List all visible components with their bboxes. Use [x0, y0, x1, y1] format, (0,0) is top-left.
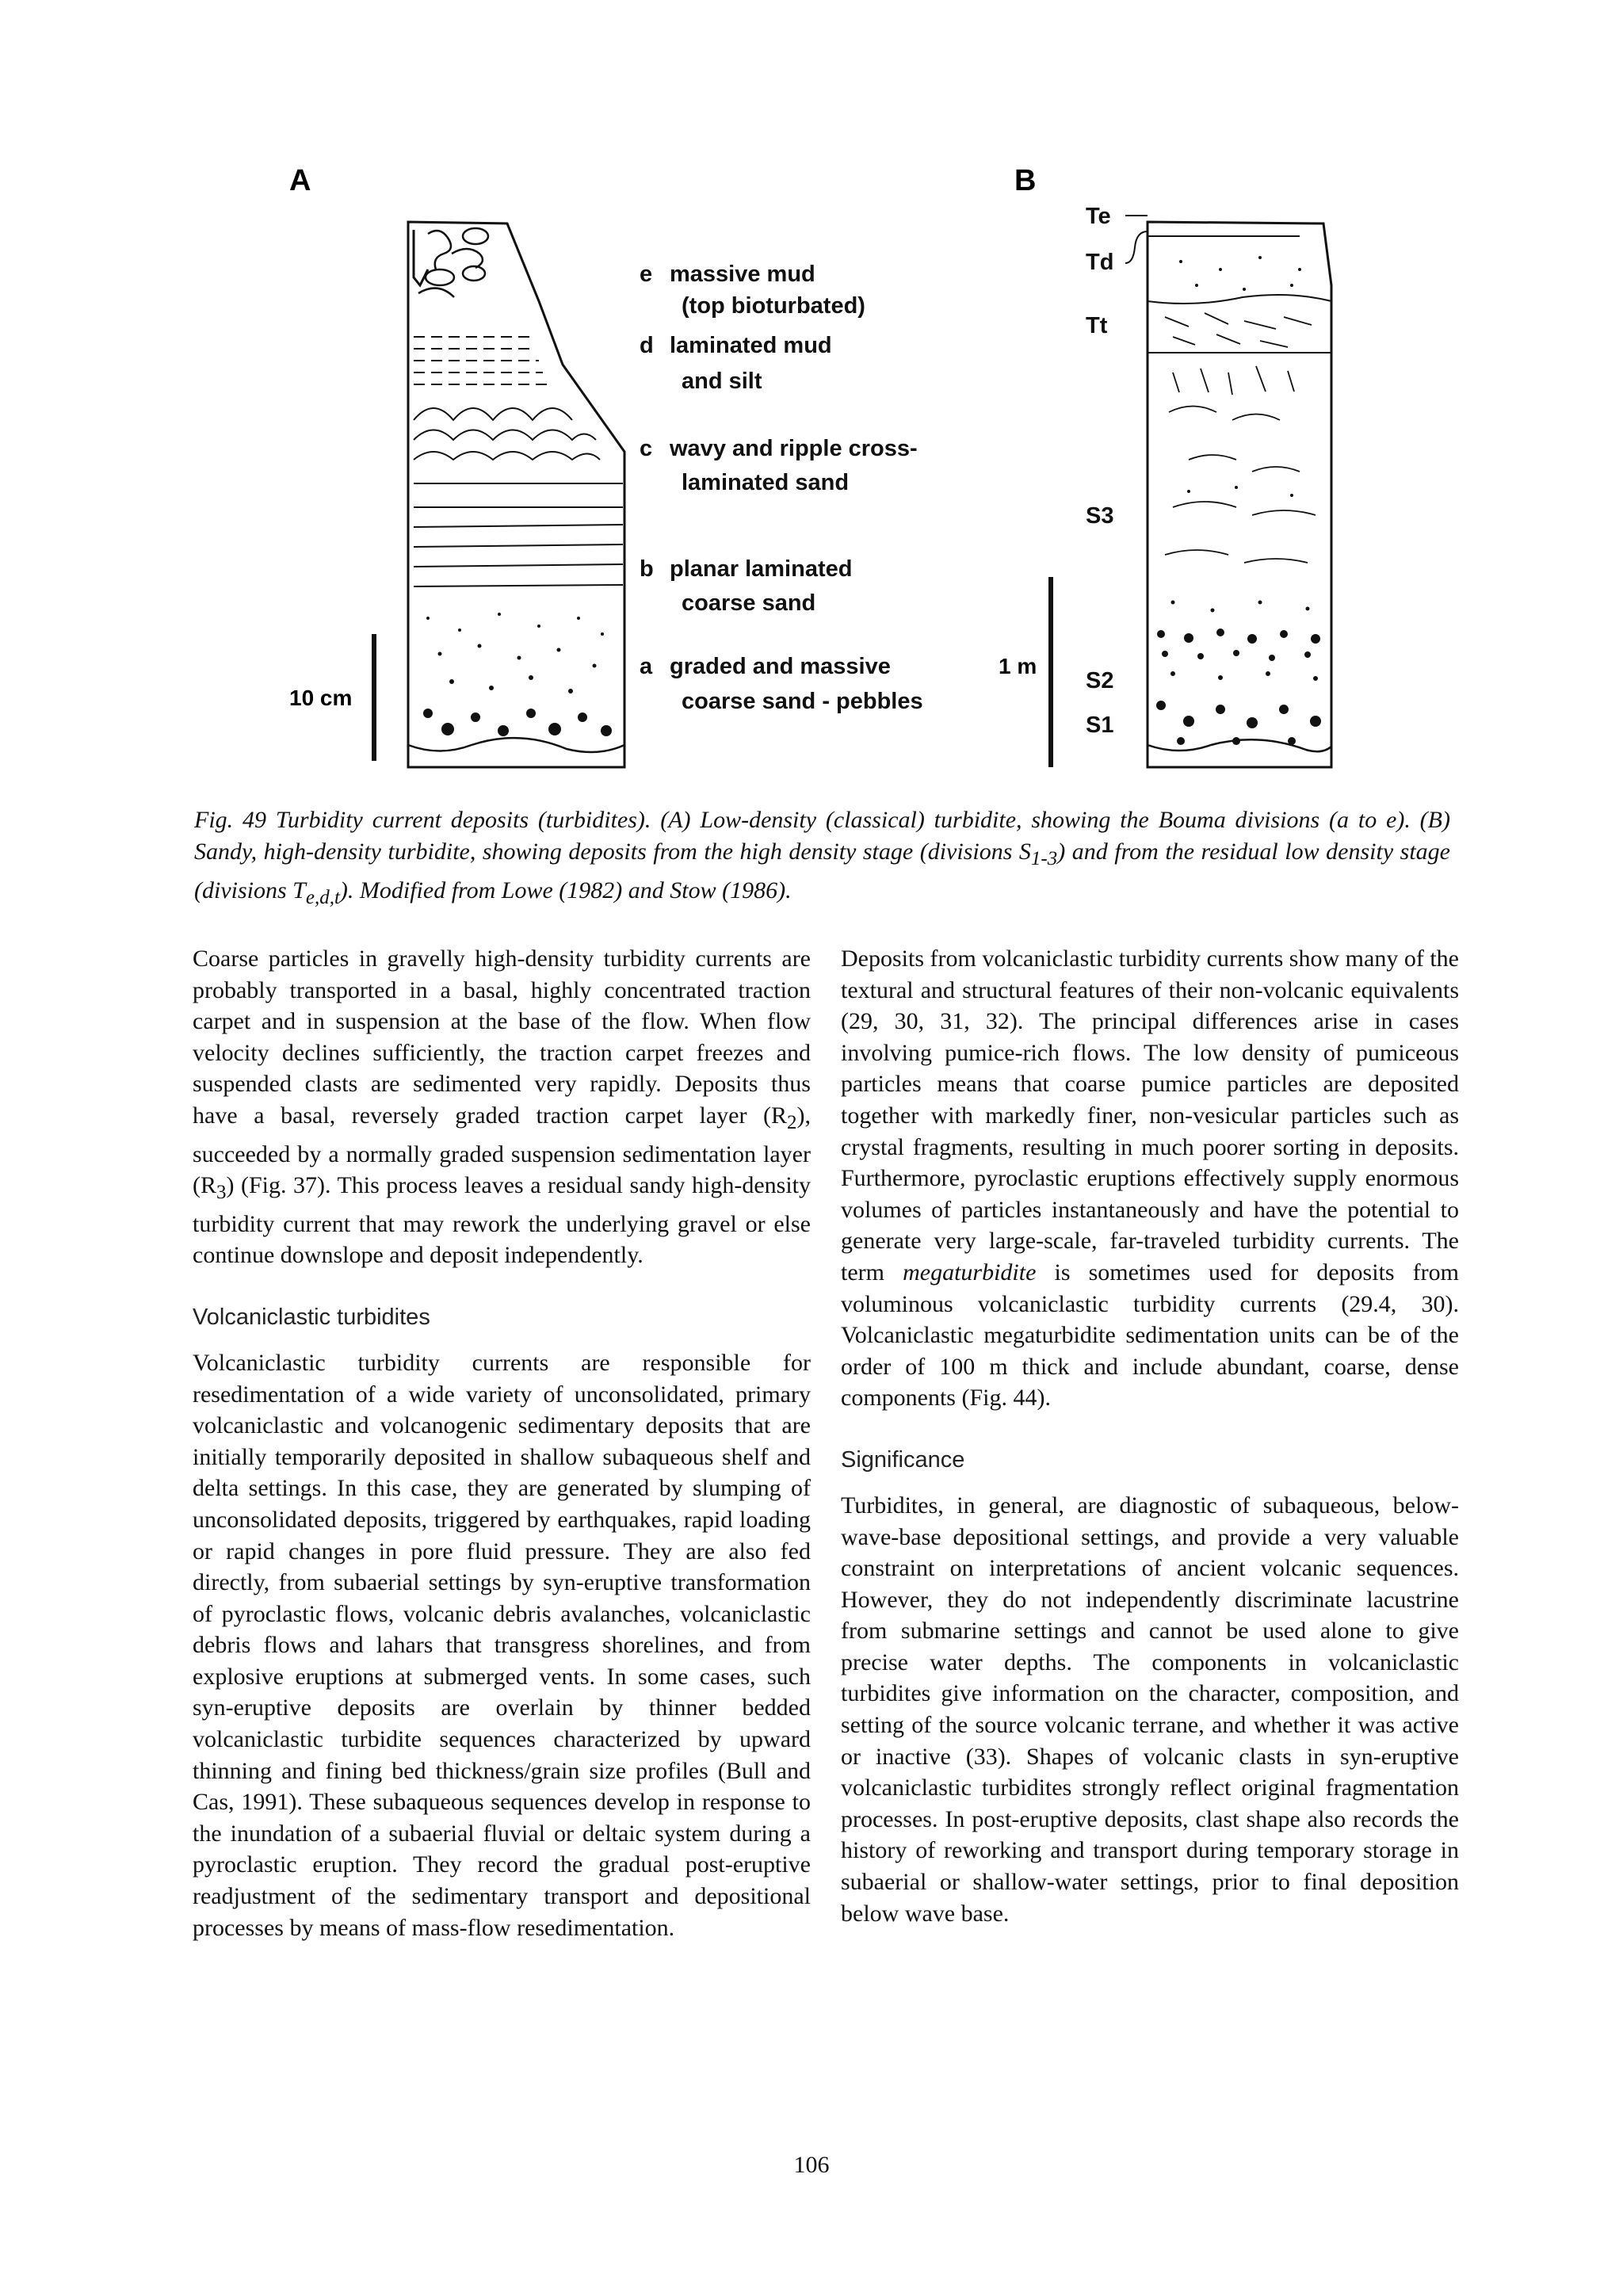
division-c-line1: wavy and ripple cross-	[670, 436, 918, 461]
left-column	[193, 943, 811, 1943]
right-column	[841, 943, 1459, 1929]
panel-b	[999, 164, 1331, 767]
division-b-line2: coarse sand	[682, 590, 816, 616]
division-c-code: c	[640, 436, 653, 461]
division-b-code: b	[640, 556, 654, 582]
section-heading-volcaniclastic-turbidites: Volcaniclastic turbidites	[193, 1304, 430, 1330]
division-c-line2: laminated sand	[682, 470, 850, 495]
right-paragraph-1-text-b: is sometimes used for deposits from voluminous volcaniclastic turbidity currents (29.4, 30). Volcaniclastic megaturbidite sedimentation units can be of the order of 100 m thick and include abundant, coarse, dense components (Fig. 44).	[841, 1259, 1460, 1412]
division-d-code: d	[640, 333, 654, 358]
left-paragraph-1	[193, 943, 811, 1271]
left-paragraph-1-text-b: ), succeeded by a normally graded suspension sedimentation layer (R	[193, 1102, 811, 1199]
left-paragraph-1-subscript-1: 2	[787, 1111, 797, 1133]
division-te: Te	[1086, 204, 1111, 229]
panel-a-scale-label: 10 cm	[289, 686, 353, 710]
division-e-line1: massive mud	[670, 262, 815, 287]
panel-a	[289, 164, 923, 767]
left-paragraph-1-subscript-2: 3	[216, 1182, 227, 1204]
turbidite-sections-diagram	[269, 159, 1458, 808]
section-heading-significance: Significance	[841, 1446, 965, 1473]
term-megaturbidite: megaturbidite	[903, 1259, 1037, 1286]
panel-a-column	[408, 222, 624, 767]
division-s1: S1	[1086, 712, 1114, 738]
division-e-code: e	[640, 262, 653, 287]
division-e-line2: (top bioturbated)	[682, 293, 865, 319]
caption-subscript-2: e,d,t	[305, 887, 340, 908]
division-s3: S3	[1086, 503, 1114, 529]
division-d-line2: and silt	[682, 369, 762, 394]
caption-text-2: ) and from the residual low density stage (divisions T	[194, 839, 1450, 904]
division-tt: Tt	[1086, 313, 1108, 338]
page-number: 106	[793, 2152, 830, 2178]
caption-text-3: ). Modified from Lowe (1982) and Stow (1986).	[339, 877, 792, 904]
left-paragraph-1-text-c: ) (Fig. 37). This process leaves a residual sandy high-density turbidity current that may rework the underlying gravel or else continue downslope and deposit independently.	[193, 1172, 811, 1269]
panel-b-letter: B	[1014, 164, 1037, 197]
left-paragraph-2: Volcaniclastic turbidity currents are responsible for resedimentation of a wide variety of unconsolidated, primary volcaniclastic and volcanogenic sedimentary deposits that are initially temporarily deposited in shallow subaqueous shelf and delta settings. In this case, they are generated by slumping of unconsolidated deposits, triggered by earthquakes, rapid loading or rapid changes in pore fluid pressure. They are also fed directly, from subaerial settings by syn-eruptive transformation of pyroclastic flows, volcanic debris avalanches, volcaniclastic debris flows and lahars that transgress shorelines, and from explosive eruptions at submerged vents. In some cases, such syn-eruptive deposits are overlain by thinner bedded volcaniclastic turbidite sequences characterized by upward thinning and fining bed thickness/grain size profiles (Bull and Cas, 1991). These subaqueous sequences develop in response to the inundation of a subaerial fluvial or deltaic system during a pyroclastic eruption. They record the gradual post-eruptive readjustment of the sedimentary transport and depositional processes by means of mass-flow resedimentation.	[193, 1349, 811, 1941]
division-d-line1: laminated mud	[670, 333, 832, 358]
division-a-code: a	[640, 654, 653, 679]
division-a-line1: graded and massive	[670, 654, 891, 679]
caption-subscript-1: 1-3	[1030, 848, 1058, 869]
right-paragraph-1	[841, 943, 1459, 1414]
division-a-line2: coarse sand - pebbles	[682, 689, 923, 714]
left-paragraph-1-text-a: Coarse particles in gravelly high-density turbidity currents are probably transported in a basal, highly concentrated traction carpet and in suspension at the base of the flow. When flow velocity declines sufficiently, the traction carpet freezes and suspended clasts are sedimented very rapidly. Deposits thus have a basal, reversely graded traction carpet layer (R	[193, 946, 811, 1129]
caption-text-1: Fig. 49 Turbidity current deposits (turbidites). (A) Low-density (classical) turbidite, showing the Bouma divisions (a to e). (B) Sandy, high-density turbidite, showing deposits from the high density stage (divisions S	[194, 807, 1450, 865]
panel-b-column	[1148, 222, 1331, 767]
right-paragraph-1-text-a: Deposits from volcaniclastic turbidity currents show many of the textural and structural features of their non-volcanic equivalents (29, 30, 31, 32). The principal differences arise in cases involving pumice-rich flows. The low density of pumiceous particles means that coarse pumice particles are deposited together with markedly finer, non-vesicular particles such as crystal fragments, resulting in much poorer sorting in deposits. Furthermore, pyroclastic eruptions effectively supply enormous volumes of particles instantaneously and have the potential to generate very large-scale, far-traveled turbidity currents. The term	[841, 946, 1459, 1286]
division-b-line1: planar laminated	[670, 556, 853, 582]
division-td: Td	[1086, 250, 1114, 275]
figure-49	[269, 159, 1458, 808]
panel-a-letter: A	[289, 164, 311, 197]
division-s2: S2	[1086, 668, 1114, 693]
figure-caption	[194, 804, 1450, 914]
panel-b-scale-label: 1 m	[999, 654, 1037, 678]
right-paragraph-2: Turbidites, in general, are diagnostic of subaqueous, below-wave-base depositional settings, and provide a very valuable constraint on interpretations of ancient volcanic sequences. However, they do not independently discriminate lacustrine from submarine settings and cannot be used alone to give precise water depths. The components in volcaniclastic turbidites give information on the character, composition, and setting of the source volcanic terrane, and whether it was active or inactive (33). Shapes of volcanic clasts in syn-eruptive volcaniclastic turbidites strongly reflect original fragmentation processes. In post-eruptive deposits, clast shape also records the history of reworking and transport during temporary storage in subaerial or shallow-water settings, prior to final deposition below wave base.	[841, 1492, 1459, 1927]
